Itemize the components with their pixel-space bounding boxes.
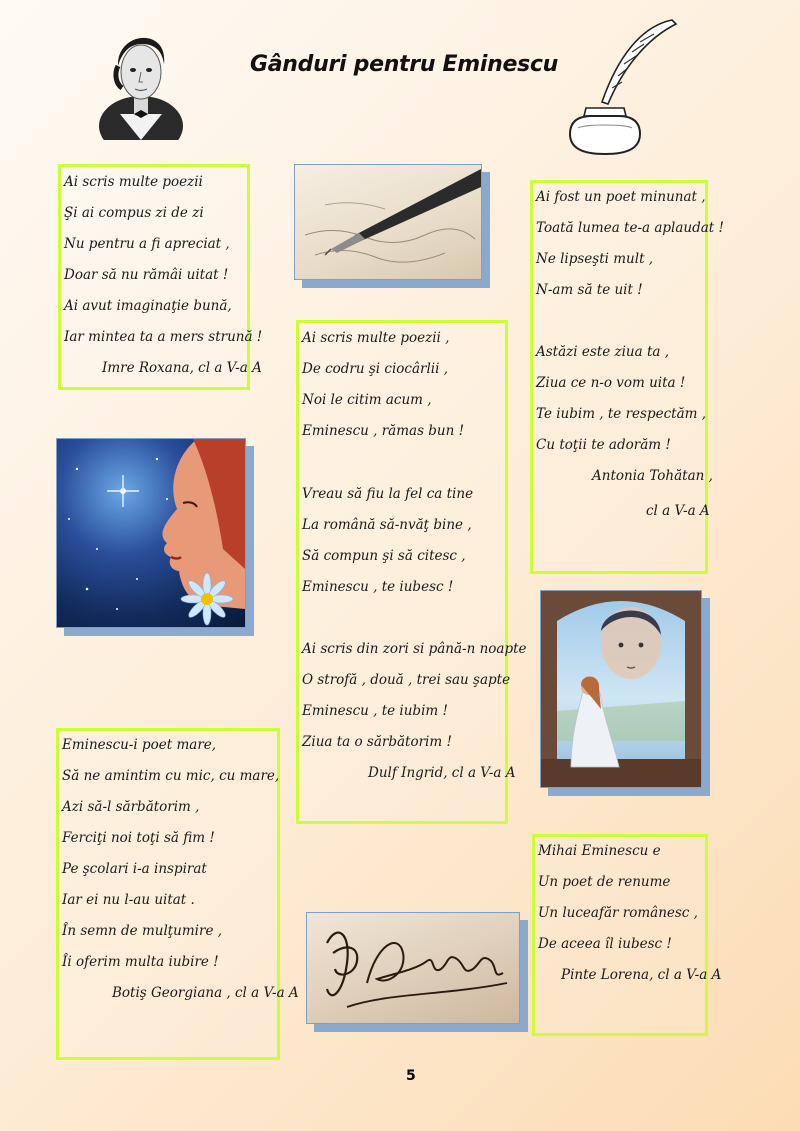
poem4-line: Azi să-l sărbătorim , (62, 799, 200, 815)
fountain-pen-photo (294, 164, 482, 280)
poem5-line: Un poet de renume (538, 874, 671, 890)
poem2-line: Ai scris multe poezii , (302, 330, 450, 346)
poem5-author: Pinte Lorena, cl a V-a A (561, 967, 722, 983)
poem1-line: Şi ai compus zi de zi (64, 205, 204, 221)
poem3-class: cl a V-a A (646, 503, 710, 519)
poem3-line: Cu toţii te adorăm ! (536, 437, 671, 453)
poem1-line: Ai avut imaginaţie bună, (64, 298, 232, 314)
poem4-line: Îi oferim multa iubire ! (62, 954, 219, 970)
poem4-line: Iar ei nu l-au uitat . (62, 892, 195, 908)
poem5-line: Mihai Eminescu e (538, 843, 661, 859)
poem1-author: Imre Roxana, cl a V-a A (102, 360, 262, 376)
poem1-line: Iar mintea ta a mers strună ! (64, 329, 263, 345)
poem5-line: De aceea îl iubesc ! (538, 936, 672, 952)
poem3-line: Toată lumea te-a aplaudat ! (536, 220, 724, 236)
poem-box-5 (532, 834, 708, 1036)
poem4-line: În semn de mulţumire , (62, 923, 223, 939)
poem4-author: Botiş Georgiana , cl a V-a A (112, 985, 299, 1001)
poem5-line: Un luceafăr românesc , (538, 905, 698, 921)
poem3-line: Ne lipseşti mult , (536, 251, 654, 267)
starry-face-painting (56, 438, 246, 628)
poem4-line: Pe şcolari i-a inspirat (62, 861, 207, 877)
poem2-line: La română să-nvăţ bine , (302, 517, 472, 533)
poem2-line: Eminescu , te iubesc ! (302, 579, 454, 595)
poem4-line: Să ne amintim cu mic, cu mare, (62, 768, 280, 784)
poem3-line: Ziua ce n-o vom uita ! (536, 375, 686, 391)
poem2-line: O strofă , două , trei sau şapte (302, 672, 511, 688)
poem3-line: Ai fost un poet minunat , (536, 189, 706, 205)
poem2-line: Să compun şi să citesc , (302, 548, 466, 564)
page-title: Gânduri pentru Eminescu (250, 52, 559, 77)
eminescu-portrait (98, 14, 184, 140)
poem2-line: Ziua ta o sărbătorim ! (302, 734, 452, 750)
poem2-line: Eminescu , te iubim ! (302, 703, 448, 719)
poet-window-painting (540, 590, 702, 788)
poem4-line: Eminescu-i poet mare, (62, 737, 217, 753)
poem3-author: Antonia Tohătan , (592, 468, 713, 484)
poem2-line: De codru şi ciocârlii , (302, 361, 449, 377)
poem1-line: Ai scris multe poezii (64, 174, 203, 190)
poem3-line: Te iubim , te respectăm , (536, 406, 707, 422)
eminescu-signature (306, 912, 520, 1024)
page-number: 5 (406, 1068, 416, 1084)
poem1-line: Nu pentru a fi apreciat , (64, 236, 230, 252)
quill-inkwell-icon (562, 16, 682, 158)
poem2-author: Dulf Ingrid, cl a V-a A (368, 765, 516, 781)
poem2-line: Eminescu , rămas bun ! (302, 423, 465, 439)
poem2-line: Vreau să fiu la fel ca tine (302, 486, 474, 502)
poem2-line: Ai scris din zori si până-n noapte (302, 641, 527, 657)
poem3-line: N-am să te uit ! (536, 282, 643, 298)
poem2-line: Noi le citim acum , (302, 392, 432, 408)
poem3-line: Astăzi este ziua ta , (536, 344, 670, 360)
poem4-line: Ferciţi noi toţi să fim ! (62, 830, 215, 846)
poem1-line: Doar să nu rămâi uitat ! (64, 267, 229, 283)
